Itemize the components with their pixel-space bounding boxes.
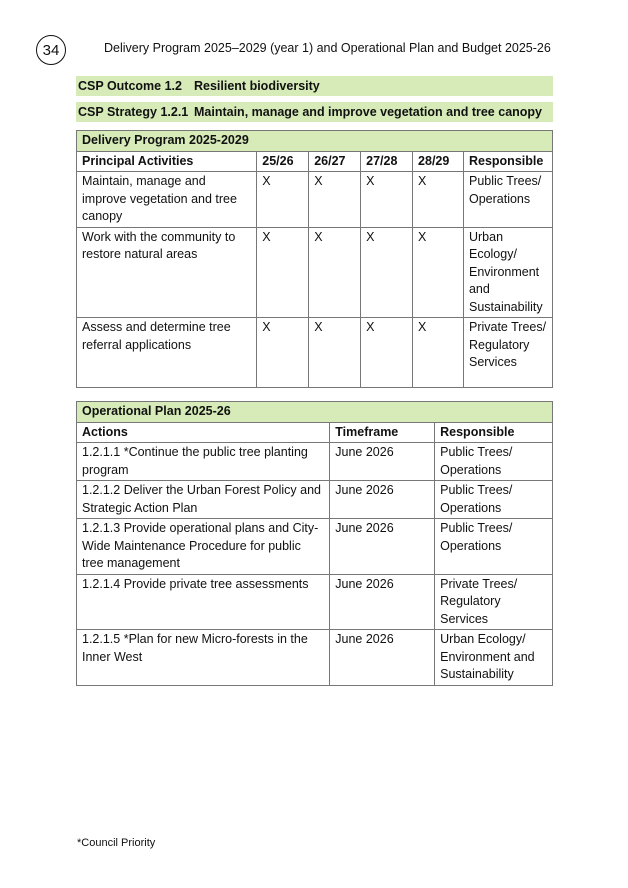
timeframe-cell: June 2026 xyxy=(330,630,435,686)
csp-strategy-band xyxy=(76,102,553,122)
responsible-cell: Public Trees/ Operations xyxy=(435,519,553,575)
year-cell: X xyxy=(309,172,361,228)
year-cell: X xyxy=(413,172,464,228)
column-header: Responsible xyxy=(435,422,553,443)
column-header: Actions xyxy=(77,422,330,443)
delivery-program-table xyxy=(76,130,553,388)
operational-plan-table xyxy=(76,401,553,686)
column-header: 28/29 xyxy=(413,151,464,172)
csp-outcome-title: Resilient biodiversity xyxy=(194,79,320,93)
table-row xyxy=(77,481,553,519)
timeframe-cell: June 2026 xyxy=(330,443,435,481)
year-cell: X xyxy=(361,172,413,228)
table-row xyxy=(77,630,553,686)
year-cell: X xyxy=(413,227,464,318)
table-row xyxy=(77,519,553,575)
responsible-cell: Public Trees/ Operations xyxy=(435,443,553,481)
column-header: 25/26 xyxy=(257,151,309,172)
csp-strategy-title: Maintain, manage and improve vegetation and tree canopy xyxy=(194,105,542,119)
table-row xyxy=(77,443,553,481)
timeframe-cell: June 2026 xyxy=(330,481,435,519)
table-row xyxy=(77,574,553,630)
page-number: 34 xyxy=(36,35,66,65)
delivery-program-caption: Delivery Program 2025-2029 xyxy=(77,131,553,152)
responsible-cell: Public Trees/ Operations xyxy=(463,172,552,228)
operational-plan-caption: Operational Plan 2025-26 xyxy=(77,402,553,423)
table-row xyxy=(77,318,553,388)
activity-cell: Assess and determine tree referral applications xyxy=(77,318,257,388)
activity-cell: Work with the community to restore natural areas xyxy=(77,227,257,318)
csp-outcome-band xyxy=(76,76,553,96)
csp-outcome-code: CSP Outcome 1.2 xyxy=(78,79,182,93)
responsible-cell: Private Trees/ Regulatory Services xyxy=(435,574,553,630)
activity-cell: Maintain, manage and improve vegetation and tree canopy xyxy=(77,172,257,228)
header-title: Delivery Program 2025–2029 (year 1) and Operational Plan and Budget 2025-26 xyxy=(104,41,551,55)
responsible-cell: Public Trees/ Operations xyxy=(435,481,553,519)
action-cell: 1.2.1.3 Provide operational plans and City-Wide Maintenance Procedure for public tree management xyxy=(77,519,330,575)
footnote: *Council Priority xyxy=(77,837,156,849)
column-header: 26/27 xyxy=(309,151,361,172)
year-cell: X xyxy=(361,318,413,388)
responsible-cell: Private Trees/ Regulatory Services xyxy=(463,318,552,388)
action-cell: 1.2.1.5 *Plan for new Micro-forests in the Inner West xyxy=(77,630,330,686)
year-cell: X xyxy=(257,172,309,228)
action-cell: 1.2.1.4 Provide private tree assessments xyxy=(77,574,330,630)
year-cell: X xyxy=(257,318,309,388)
table-row xyxy=(77,227,553,318)
csp-strategy-code: CSP Strategy 1.2.1 xyxy=(78,105,189,119)
year-cell: X xyxy=(309,318,361,388)
action-cell: 1.2.1.1 *Continue the public tree planting program xyxy=(77,443,330,481)
column-header: Responsible xyxy=(463,151,552,172)
responsible-cell: Urban Ecology/ Environment and Sustainability xyxy=(463,227,552,318)
column-header: Principal Activities xyxy=(77,151,257,172)
column-header: 27/28 xyxy=(361,151,413,172)
timeframe-cell: June 2026 xyxy=(330,519,435,575)
action-cell: 1.2.1.2 Deliver the Urban Forest Policy and Strategic Action Plan xyxy=(77,481,330,519)
timeframe-cell: June 2026 xyxy=(330,574,435,630)
table-row xyxy=(77,172,553,228)
year-cell: X xyxy=(361,227,413,318)
year-cell: X xyxy=(309,227,361,318)
year-cell: X xyxy=(257,227,309,318)
responsible-cell: Urban Ecology/ Environment and Sustainability xyxy=(435,630,553,686)
year-cell: X xyxy=(413,318,464,388)
column-header: Timeframe xyxy=(330,422,435,443)
